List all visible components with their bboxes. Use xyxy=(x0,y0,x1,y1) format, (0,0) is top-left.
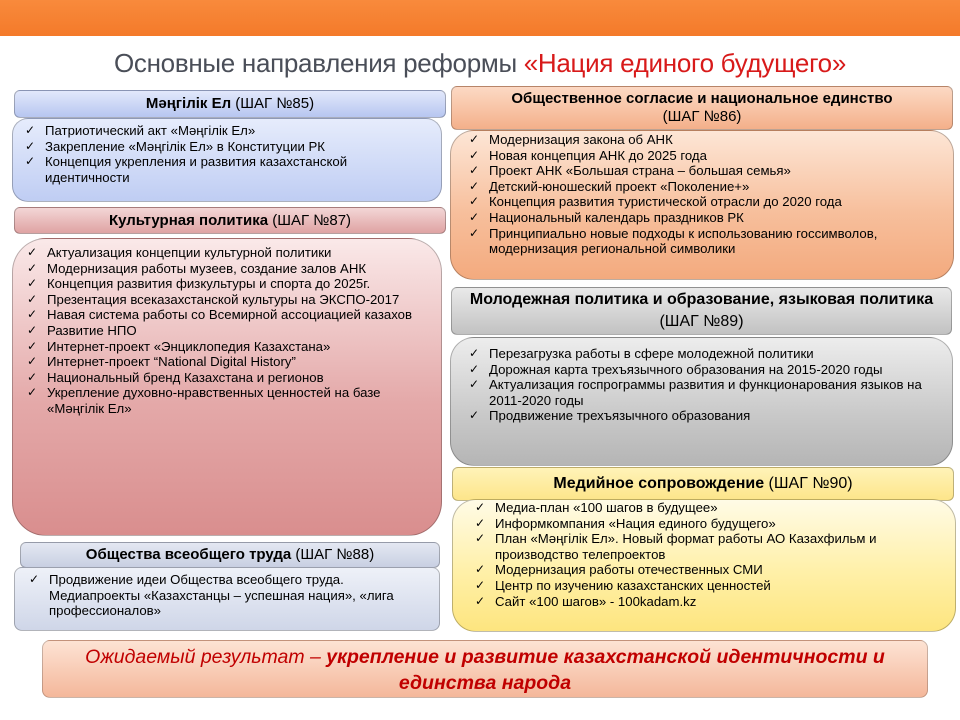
mangilik-header xyxy=(14,90,446,118)
mangilik-list xyxy=(17,123,431,185)
list-item: ✓ Актуализация госпрограммы развития и функционарования языков на 2011-2020 годы xyxy=(461,377,942,408)
list-item: ✓ Укрепление духовно-нравственных ценностей на базе «Мәңгілік Ел» xyxy=(19,385,427,416)
list-item: ✓ Закрепление «Мәңгілік Ел» в Конституции РК xyxy=(17,139,431,155)
list-item: ✓ Информкомпания «Нация единого будущего» xyxy=(467,516,945,532)
youth-header-bold: Молодежная политика и образование, языковая политика xyxy=(469,291,934,308)
culture-header-bold: Культурная политика xyxy=(108,211,269,229)
media-header-bold: Медийное сопровождение xyxy=(553,475,765,492)
mangilik-list-box xyxy=(12,118,442,202)
consent-list xyxy=(461,132,943,257)
expected-result-lead: Ожидаемый результат – xyxy=(85,646,327,668)
list-item: ✓ Новая концепция АНК до 2025 года xyxy=(461,148,943,164)
list-item: ✓ Концепция укрепления и развития казахстанской идентичности xyxy=(17,154,431,185)
mangilik-header-step: (ШАГ №85) xyxy=(231,95,315,112)
consent-header-step: (ШАГ №86) xyxy=(662,108,742,125)
mangilik-header-bold: Мәңгілік Ел xyxy=(145,95,232,112)
top-accent-bar xyxy=(0,0,960,36)
consent-header-bold: Общественное согласие и национальное единство xyxy=(511,90,893,107)
list-item: ✓ Продвижение идеи Общества всеобщего труда. Медиапроекты «Казахстанцы – успешная нация», «лига профессионалов» xyxy=(21,572,429,619)
list-item: ✓ Медиа-план «100 шагов в будущее» xyxy=(467,500,945,516)
list-item: ✓ Национальный бренд Казахстана и регионов xyxy=(19,370,427,386)
media-list xyxy=(467,500,945,609)
page-title-plain: Основные направления реформы xyxy=(114,48,524,78)
list-item: ✓ Развитие НПО xyxy=(19,323,427,339)
list-item: ✓ Патриотический акт «Мәңгілік Ел» xyxy=(17,123,431,139)
labor-header-bold: Общества всеобщего труда xyxy=(85,546,292,563)
list-item: ✓ Модернизация закона об АНК xyxy=(461,132,943,148)
culture-header-step: (ШАГ №87) xyxy=(268,211,352,229)
list-item: ✓ Центр по изучению казахстанских ценностей xyxy=(467,578,945,594)
list-item: ✓ Актуализация концепции культурной политики xyxy=(19,245,427,261)
list-item: ✓ Концепция развития физкультуры и спорта до 2025г. xyxy=(19,276,427,292)
list-item: ✓ Принципиально новые подходы к использованию госсимволов, модернизация региональной символики xyxy=(461,226,943,257)
media-list-box xyxy=(452,499,956,632)
culture-list-box xyxy=(12,238,442,536)
youth-list xyxy=(461,346,942,424)
expected-result xyxy=(42,640,928,698)
consent-header xyxy=(451,86,953,130)
media-header xyxy=(452,467,954,501)
list-item: ✓ Дорожная карта трехъязычного образования на 2015-2020 годы xyxy=(461,362,942,378)
list-item: ✓ Интернет-проект «Энциклопедия Казахстана» xyxy=(19,339,427,355)
page-title-accent: «Нация единого будущего» xyxy=(523,48,846,78)
list-item: ✓ Продвижение трехъязычного образования xyxy=(461,408,942,424)
list-item: ✓ Модернизация работы музеев, создание залов АНК xyxy=(19,261,427,277)
list-item: ✓ Презентация всеказахстанской культуры на ЭКСПО-2017 xyxy=(19,292,427,308)
list-item: ✓ Интернет-проект “National Digital History” xyxy=(19,354,427,370)
culture-list xyxy=(19,245,427,417)
list-item: ✓ Перезагрузка работы в сфере молодежной политики xyxy=(461,346,942,362)
youth-list-box xyxy=(450,337,953,466)
list-item: ✓ Проект АНК «Большая страна – большая семья» xyxy=(461,163,943,179)
expected-result-text: укрепление и развитие казахстанской идентичности и единства народа xyxy=(326,646,885,694)
labor-list-box xyxy=(14,567,440,631)
list-item: ✓ Детский-юношеский проект «Поколение+» xyxy=(461,179,943,195)
list-item: ✓ Сайт «100 шагов» - 100kadam.kz xyxy=(467,594,945,610)
list-item: ✓ Навая система работы со Всемирной ассоциацией казахов xyxy=(19,307,427,323)
list-item: ✓ Модернизация работы отечественных СМИ xyxy=(467,562,945,578)
consent-list-box xyxy=(450,130,954,280)
labor-header xyxy=(20,542,440,568)
labor-header-step: (ШАГ №88) xyxy=(291,546,375,563)
list-item: ✓ Концепция развития туристической отрасли до 2020 года xyxy=(461,194,943,210)
media-header-step: (ШАГ №90) xyxy=(764,475,853,492)
youth-header-step: (ШАГ №89) xyxy=(659,313,744,330)
list-item: ✓ Национальный календарь праздников РК xyxy=(461,210,943,226)
youth-header xyxy=(451,287,952,335)
culture-header xyxy=(14,207,446,234)
list-item: ✓ План «Мәңгілік Ел». Новый формат работы АО Казахфильм и производство телепроектов xyxy=(467,531,945,562)
page-title xyxy=(0,46,960,80)
labor-list xyxy=(21,572,429,619)
